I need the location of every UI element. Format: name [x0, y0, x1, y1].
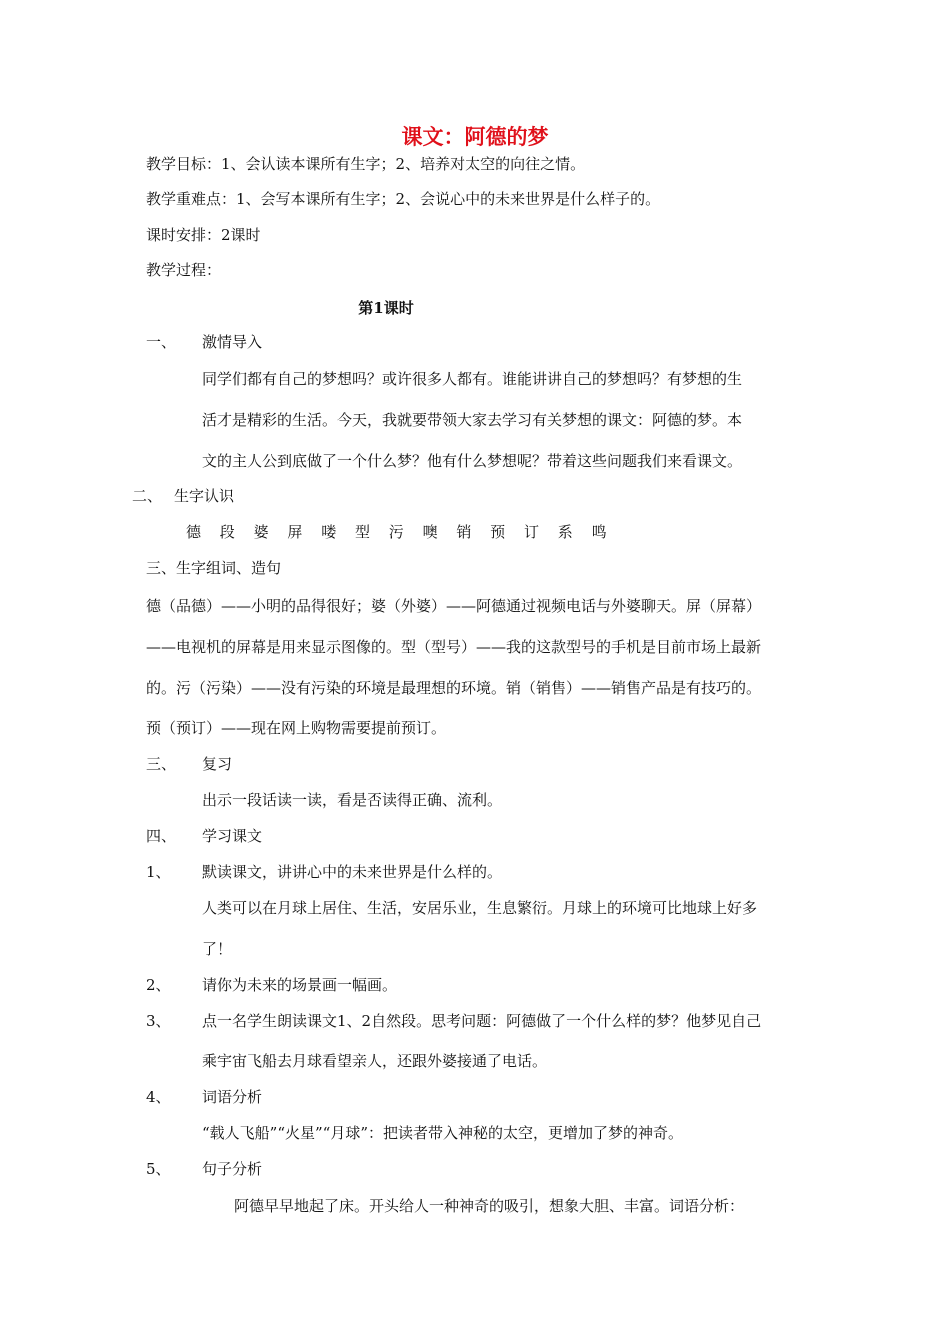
section-number: 二、: [132, 487, 163, 505]
section-title: 三、生字组词、造句: [146, 559, 282, 577]
character: 喽: [321, 523, 337, 541]
character: 预: [490, 523, 506, 541]
paragraph-line: 乘宇宙飞船去月球看望亲人，还跟外婆接通了电话。: [202, 1052, 548, 1070]
section-title: 激情导入: [202, 333, 263, 351]
character: 噢: [422, 523, 438, 541]
teaching-goals: 教学目标：1、会认读本课所有生字；2、培养对太空的向往之情。: [146, 155, 586, 173]
paragraph-line: 人类可以在月球上居住、生活，安居乐业，生息繁衍。月球上的环境可比地球上好多: [202, 899, 758, 917]
character: 订: [523, 523, 539, 541]
paragraph-line: 预（预订）——现在网上购物需要提前预订。: [146, 719, 447, 737]
character: 鸣: [591, 523, 607, 541]
character: 段: [219, 523, 235, 541]
paragraph-line: 活才是精彩的生活。今天，我就要带领大家去学习有关梦想的课文：阿德的梦。本: [202, 411, 743, 429]
item-text: 词语分析: [202, 1088, 263, 1106]
section-number: 一、: [146, 333, 177, 351]
character: 型: [354, 523, 370, 541]
character: 污: [388, 523, 404, 541]
key-points: 教学重难点：1、会写本课所有生字；2、会说心中的未来世界是什么样子的。: [146, 190, 661, 208]
item-number: 5、: [146, 1160, 171, 1178]
character: 系: [557, 523, 573, 541]
paragraph-line: 阿德早早地起了床。开头给人一种神奇的吸引，想象大胆、丰富。词语分析：: [234, 1197, 745, 1215]
section-title: 生字认识: [174, 487, 235, 505]
item-text: 点一名学生朗读课文1、2自然段。思考问题：阿德做了一个什么样的梦？他梦见自己: [202, 1012, 762, 1030]
process-heading: 教学过程：: [146, 261, 222, 279]
item-text: 默读课文，讲讲心中的未来世界是什么样的。: [202, 863, 503, 881]
paragraph-line: 同学们都有自己的梦想吗？或许很多人都有。谁能讲讲自己的梦想吗？有梦想的生: [202, 370, 743, 388]
character: 屏: [287, 523, 303, 541]
paragraph-line: 文的主人公到底做了一个什么梦？他有什么梦想呢？带着这些问题我们来看课文。: [202, 452, 743, 470]
item-text: 句子分析: [202, 1160, 263, 1178]
schedule: 课时安排：2课时: [146, 226, 261, 244]
item-text: 请你为未来的场景画一幅画。: [202, 976, 398, 994]
paragraph-line: 德（品德）——小明的品得很好；婆（外婆）——阿德通过视频电话与外婆聊天。屏（屏幕）: [146, 597, 762, 615]
character: 销: [456, 523, 472, 541]
character: 德: [186, 523, 202, 541]
item-number: 4、: [146, 1088, 171, 1106]
section-title: 复习: [202, 755, 233, 773]
section-number: 四、: [146, 827, 177, 845]
paragraph-line: 了！: [202, 940, 233, 958]
new-characters: [186, 522, 625, 542]
item-number: 2、: [146, 976, 171, 994]
character: 婆: [253, 523, 269, 541]
document-title: 课文：阿德的梦: [401, 124, 549, 149]
lesson-heading: 第1课时: [358, 299, 414, 317]
paragraph-line: “载人飞船”“火星”“月球”：把读者带入神秘的太空，更增加了梦的神奇。: [202, 1124, 684, 1142]
paragraph-line: 出示一段话读一读，看是否读得正确、流利。: [202, 791, 503, 809]
item-number: 3、: [146, 1012, 171, 1030]
item-number: 1、: [146, 863, 171, 881]
section-title: 学习课文: [202, 827, 263, 845]
paragraph-line: 的。污（污染）——没有污染的环境是最理想的环境。销（销售）——销售产品是有技巧的。: [146, 679, 762, 697]
paragraph-line: ——电视机的屏幕是用来显示图像的。型（型号）——我的这款型号的手机是目前市场上最新: [146, 638, 762, 656]
section-number: 三、: [146, 755, 177, 773]
